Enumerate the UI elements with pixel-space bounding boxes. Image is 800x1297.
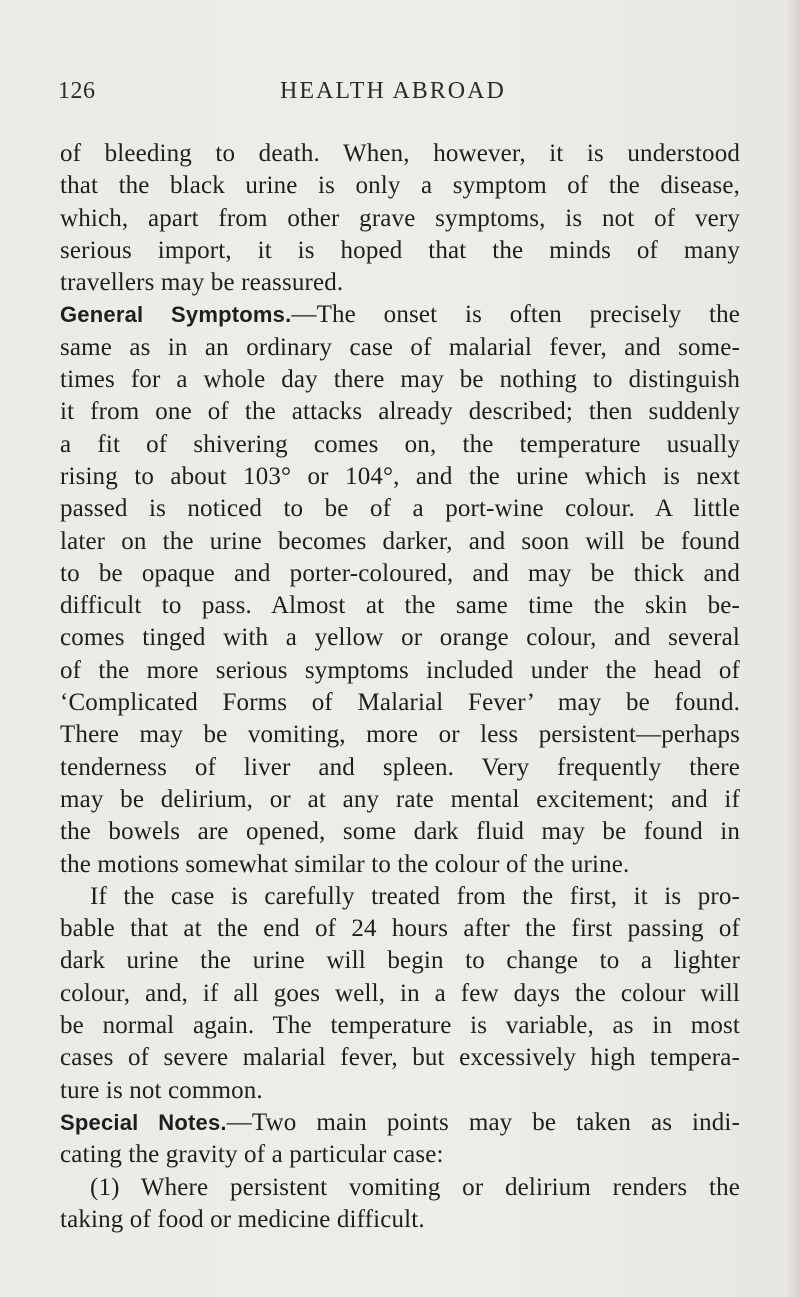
text-line: cating the gravity of a particular case: bbox=[60, 1141, 444, 1169]
text-line: bable that at the end of 24 hours after the first passing of bbox=[60, 915, 740, 943]
text-line: may be delirium, or at any rate mental excitement; and if bbox=[60, 785, 740, 813]
text-line: If the case is carefully treated from the first, it is pro- bbox=[90, 882, 740, 910]
text-line: taking of food or medicine difficult. bbox=[60, 1205, 425, 1233]
text-line: dark urine the urine will begin to change to a lighter bbox=[60, 947, 740, 975]
text-line: cases of severe malarial fever, but excessively high tempera- bbox=[60, 1044, 740, 1072]
text-line: serious import, it is hoped that the minds of many bbox=[60, 236, 740, 264]
text-line: the motions somewhat similar to the colour of the urine. bbox=[60, 850, 630, 878]
text-line: difficult to pass. Almost at the same time the skin be- bbox=[60, 592, 740, 620]
text-line: ture is not common. bbox=[60, 1076, 263, 1104]
body-text bbox=[60, 138, 740, 1236]
text-line: the bowels are opened, some dark fluid may be found in bbox=[60, 818, 740, 846]
text-line: same as in an ordinary case of malarial fever, and some- bbox=[60, 333, 740, 361]
text-line: a fit of shivering comes on, the temperature usually bbox=[60, 430, 740, 458]
text-line: colour, and, if all goes well, in a few days the colour will bbox=[60, 979, 740, 1007]
text-line: that the black urine is only a symptom of the disease, bbox=[60, 172, 740, 200]
text-line bbox=[60, 1107, 740, 1139]
text-line: of bleeding to death. When, however, it is understood bbox=[60, 140, 740, 167]
text-line: passed is noticed to be of a port-wine colour. A little bbox=[60, 495, 740, 523]
text-line: it from one of the attacks already described; then suddenly bbox=[60, 398, 740, 426]
text-line: later on the urine becomes darker, and soon will be found bbox=[60, 527, 740, 555]
text-line: rising to about 103° or 104°, and the urine which is next bbox=[60, 462, 740, 490]
text-line: times for a whole day there may be nothing to distinguish bbox=[60, 366, 740, 394]
text-line: There may be vomiting, more or less persistent—perhaps bbox=[60, 721, 740, 749]
text-line: which, apart from other grave symptoms, is not of very bbox=[60, 204, 740, 232]
text-line: travellers may be reassured. bbox=[60, 269, 344, 297]
text-line-rest: —The onset is often precisely the bbox=[291, 301, 740, 329]
page-number: 126 bbox=[58, 78, 96, 104]
text-line: (1) Where persistent vomiting or delirium renders the bbox=[90, 1173, 740, 1201]
text-line bbox=[60, 299, 740, 331]
text-line: to be opaque and porter-coloured, and may be thick and bbox=[60, 559, 740, 587]
page-edge-shadow bbox=[786, 0, 800, 1297]
section-heading-special-notes: Special Notes. bbox=[60, 1109, 227, 1135]
text-line: be normal again. The temperature is variable, as in most bbox=[60, 1012, 740, 1040]
text-line: comes tinged with a yellow or orange colour, and several bbox=[60, 624, 740, 652]
page-header bbox=[58, 78, 738, 118]
text-line: ‘Complicated Forms of Malarial Fever’ may be found. bbox=[60, 689, 740, 717]
text-line-rest: —Two main points may be taken as indi- bbox=[226, 1108, 740, 1136]
text-line: of the more serious symptoms included under the head of bbox=[60, 656, 740, 684]
section-heading-general-symptoms: General Symptoms. bbox=[60, 302, 292, 328]
text-line: tenderness of liver and spleen. Very frequently there bbox=[60, 753, 740, 781]
running-head: HEALTH ABROAD bbox=[280, 78, 506, 104]
